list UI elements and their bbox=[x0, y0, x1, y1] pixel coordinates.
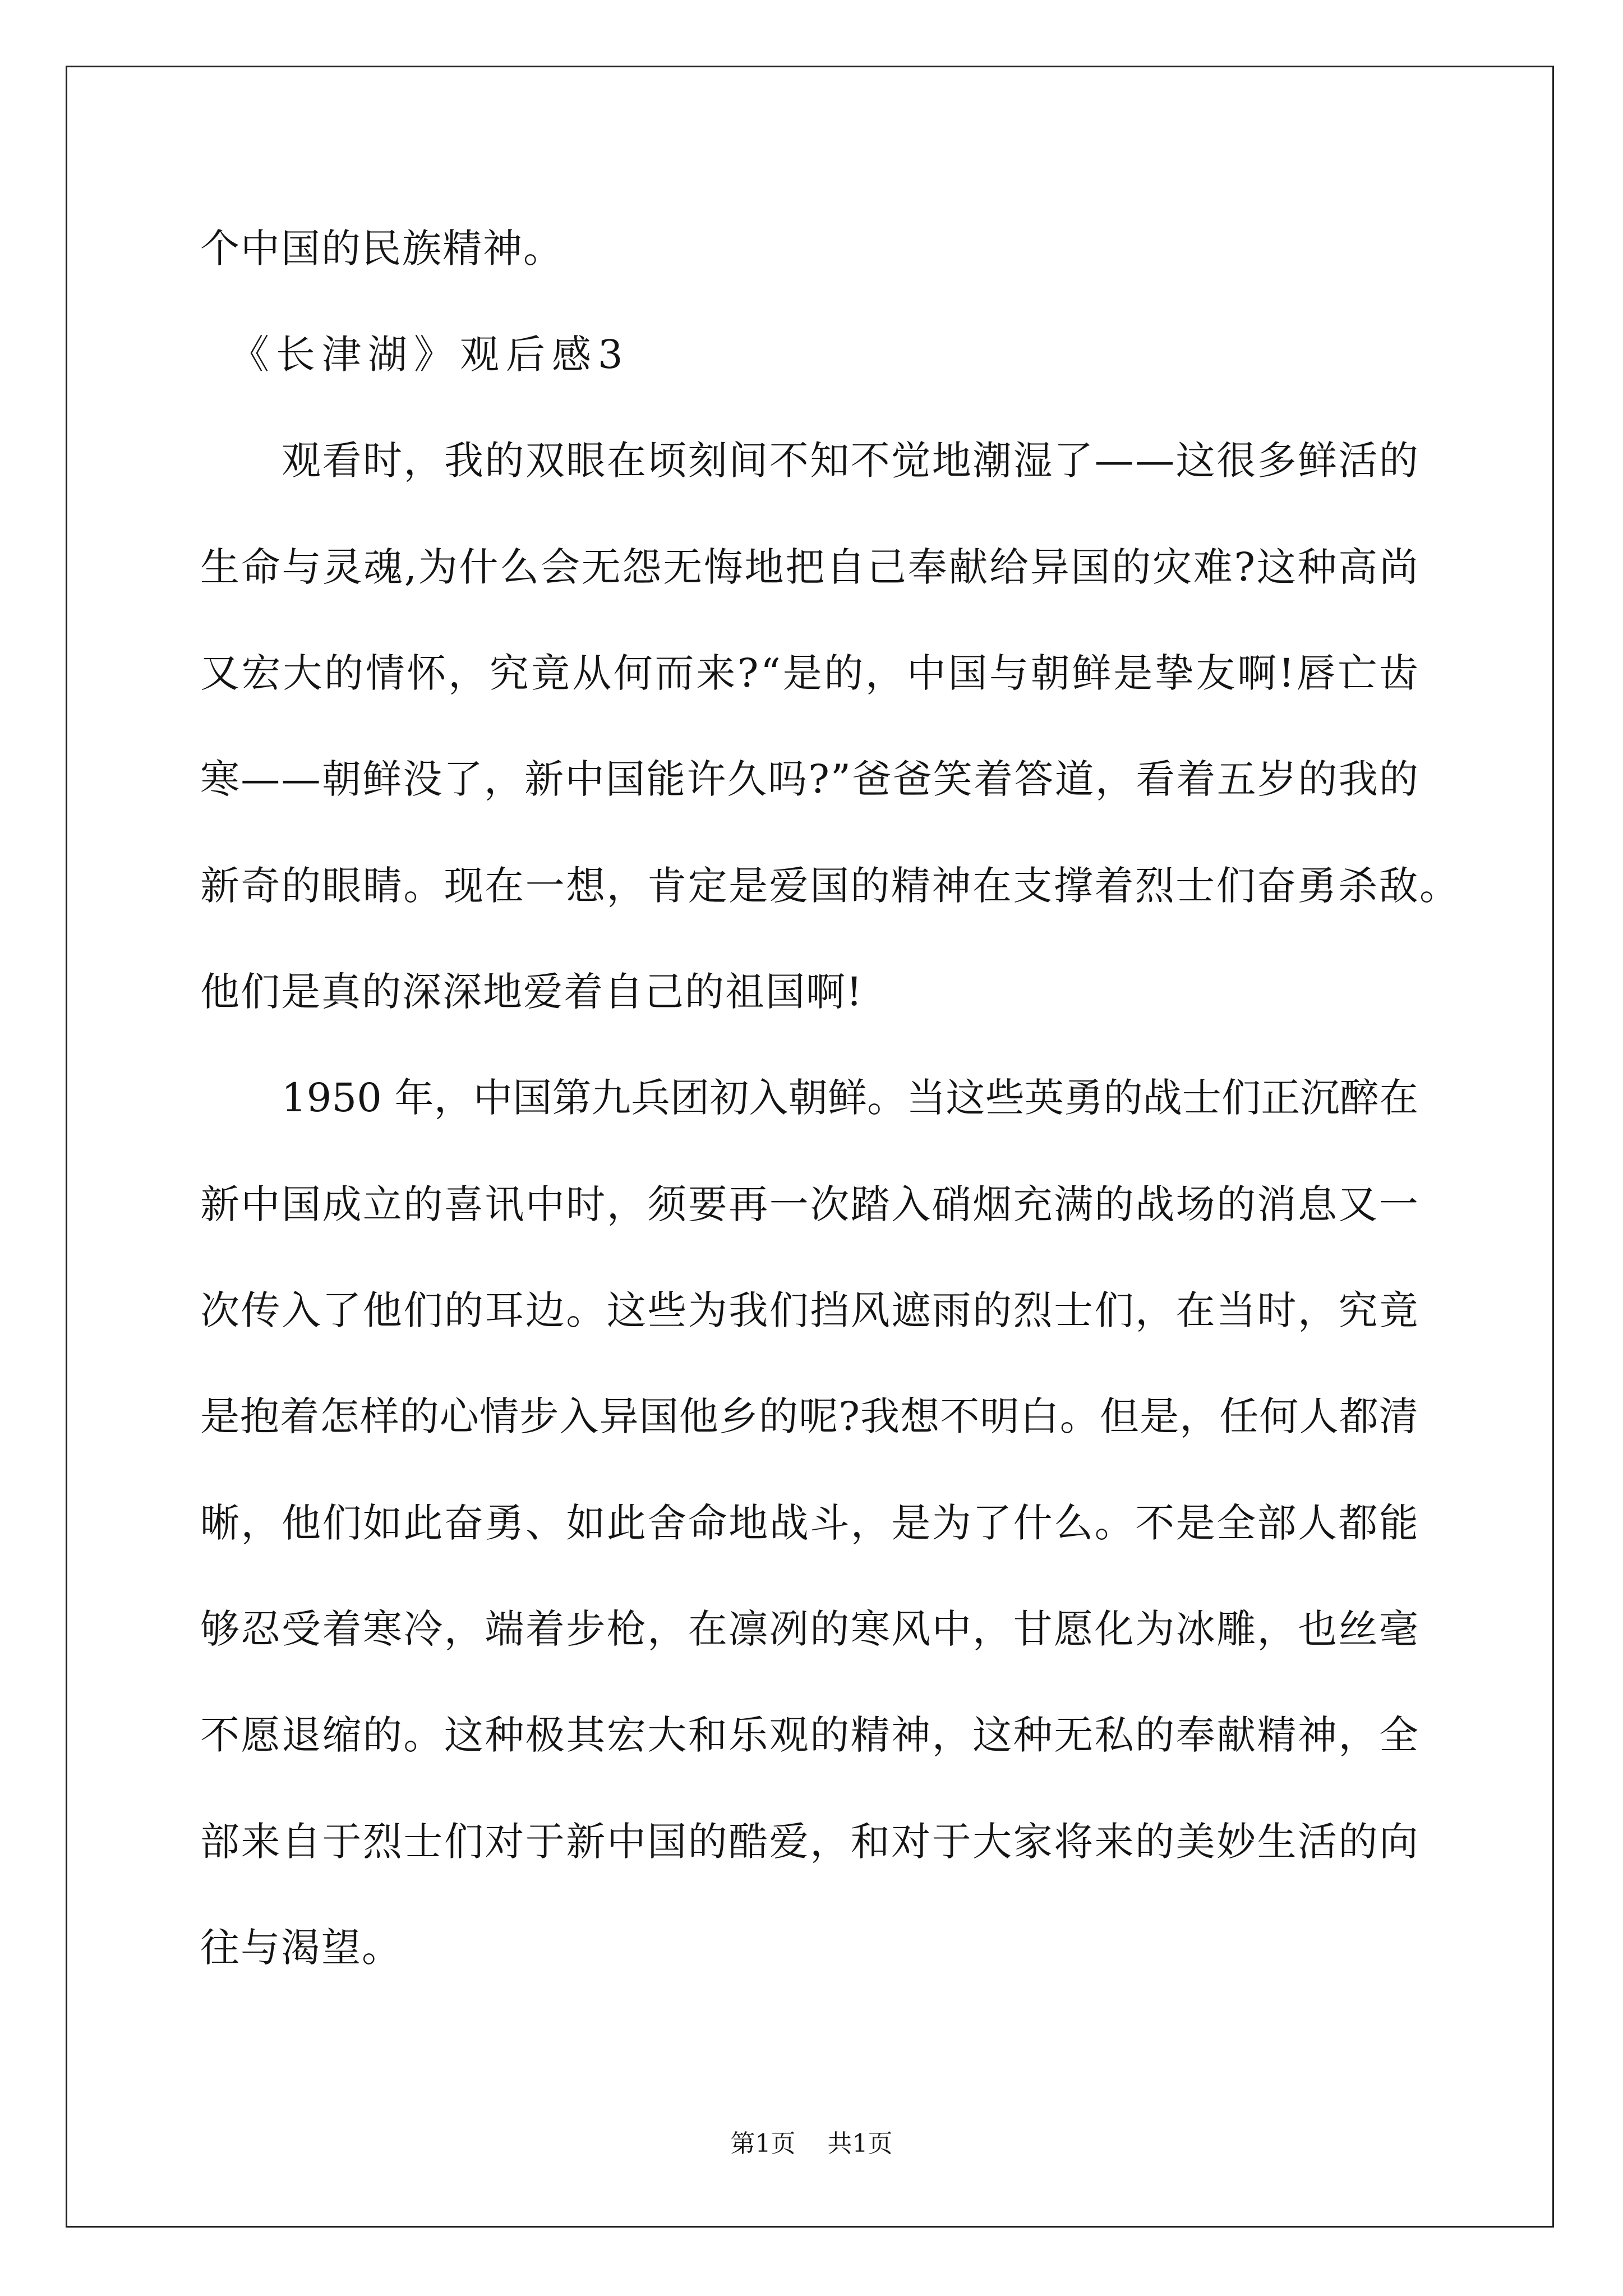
page-number: 第1页 bbox=[730, 2129, 796, 2158]
text-line: 观看时，我的双眼在顷刻间不知不觉地潮湿了——这很多鲜活的 bbox=[282, 438, 1420, 484]
text-line: 1950 年，中国第九兵团初入朝鲜。当这些英勇的战士们正沉醉在 bbox=[282, 1075, 1419, 1121]
text-line: 寒——朝鲜没了，新中国能许久吗?”爸爸笑着答道，看着五岁的我的 bbox=[200, 756, 1420, 802]
text-line: 够忍受着寒冷，端着步枪，在凛冽的寒风中，甘愿化为冰雕，也丝毫 bbox=[200, 1606, 1420, 1652]
page-total: 共1页 bbox=[827, 2129, 893, 2158]
text-line: 又宏大的情怀，究竟从何而来?“是的，中国与朝鲜是挚友啊!唇亡齿 bbox=[200, 650, 1421, 696]
text-line: 生命与灵魂,为什么会无怨无悔地把自己奉献给异国的灾难?这种高尚 bbox=[200, 544, 1420, 590]
text-line: 他们是真的深深地爱着自己的祖国啊! bbox=[200, 969, 864, 1015]
text-line: 晰，他们如此奋勇、如此舍命地战斗，是为了什么。不是全部人都能 bbox=[200, 1500, 1420, 1546]
text-line: 部来自于烈士们对于新中国的酷爱，和对于大家将来的美妙生活的向 bbox=[200, 1819, 1420, 1865]
text-line: 次传入了他们的耳边。这些为我们挡风遮雨的烈士们，在当时，究竟 bbox=[200, 1287, 1420, 1333]
text-line: 个中国的民族精神。 bbox=[200, 226, 564, 272]
text-line: 新奇的眼睛。现在一想，肯定是爱国的精神在支撑着烈士们奋勇杀敌。 bbox=[200, 863, 1460, 909]
section-title: 《长津湖》观后感3 bbox=[230, 332, 630, 378]
text-line: 往与渴望。 bbox=[200, 1925, 402, 1971]
text-line: 不愿退缩的。这种极其宏大和乐观的精神，这种无私的奉献精神，全 bbox=[200, 1712, 1420, 1758]
text-line: 是抱着怎样的心情步入异国他乡的呢?我想不明白。但是，任何人都清 bbox=[200, 1393, 1419, 1439]
text-line: 新中国成立的喜讯中时，须要再一次踏入硝烟充满的战场的消息又一 bbox=[200, 1181, 1420, 1227]
page-footer bbox=[0, 2127, 1623, 2161]
